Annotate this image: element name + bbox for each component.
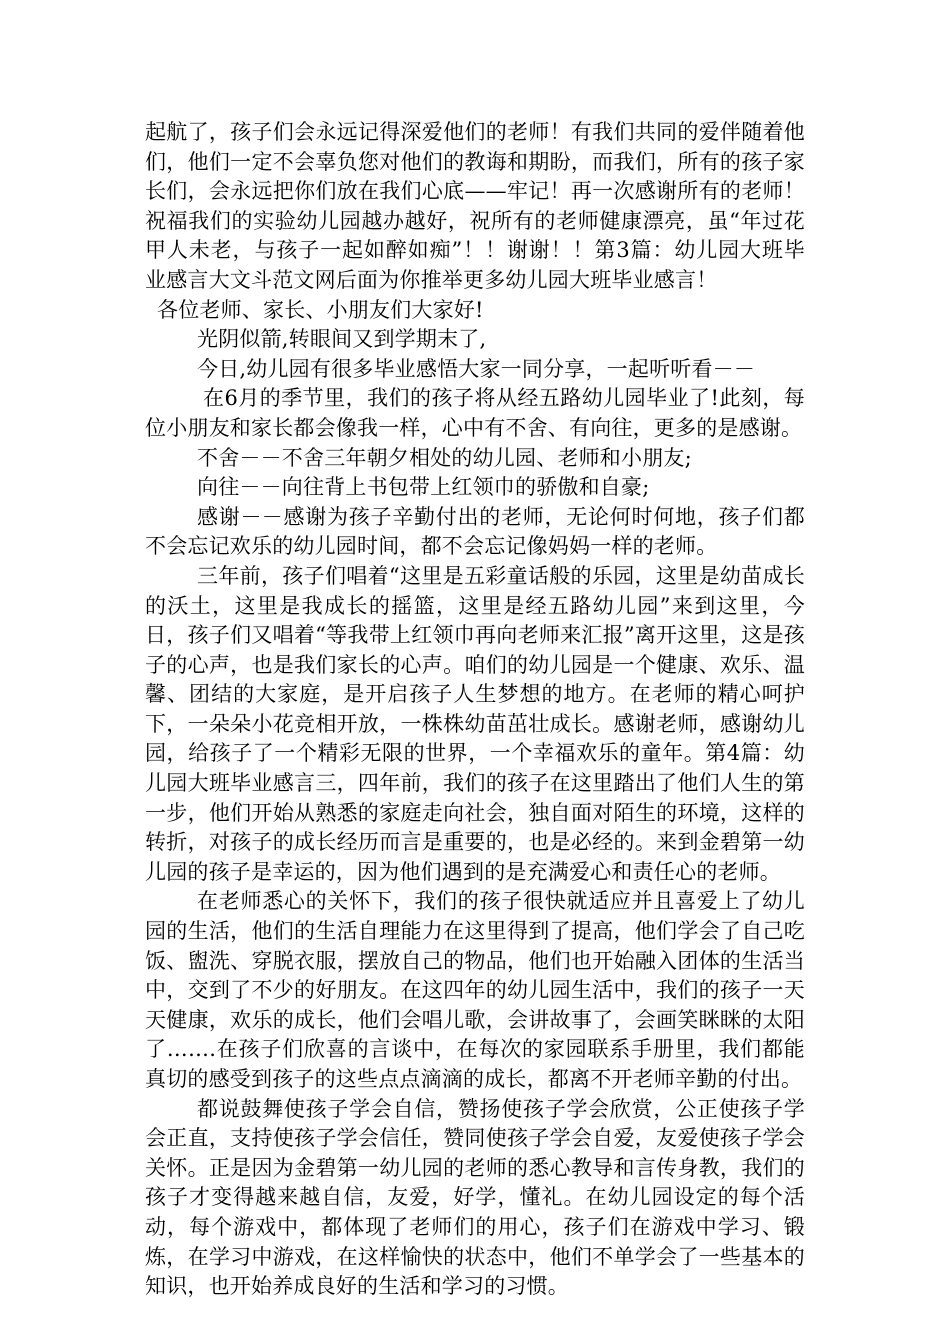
paragraph-teacher-care: 在老师悉心的关怀下，我们的孩子很快就适应并且喜爱上了幼儿园的生活，他们的生活自理能力在这里得到了提高，他们学会了自己吃饭、盥洗、穿脱衣服，摆放自己的物品，他们也开始融入团体的生活当中，交到了不少的好朋友。在这四年的幼儿园生活中，我们的孩子一天天健康，欢乐的成长，他们会唱儿歌，会讲故事了，会画笑眯眯的太阳了…….在孩子们欣喜的言谈中，在每次的家园联系手册里，我们都能真切的感受到孩子的这些点点滴滴的成长，都离不开老师辛勤的付出。 [145,889,805,1091]
paragraph-longing: 向往－－向往背上书包带上红领巾的骄傲和自豪; [197,475,650,500]
paragraph-gratitude: 感谢－－感谢为孩子辛勤付出的老师，无论何时何地，孩子们都不会忘记欢乐的幼儿园时间，都不会忘记像妈妈一样的老师。 [145,504,805,559]
paragraph-three-years-ago: 三年前，孩子们唱着“这里是五彩童话般的乐园，这里是幼苗成长的沃土，这里是我成长的摇篮，这里是经五路幼儿园”来到这里，今日，孩子们又唱着“等我带上红领巾再向老师来汇报”离开这里，这是孩子的心声，也是我们家长的心声。咱们的幼儿园是一个健康、欢乐、温馨、团结的大家庭，是开启孩子人生梦想的地方。在老师的精心呵护下，一朵朵小花竞相开放，一株株幼苗茁壮成长。感谢老师，感谢幼儿园，给孩子了一个精彩无限的世界，一个幸福欢乐的童年。第4篇：幼儿园大班毕业感言三，四年前，我们的孩子在这里踏出了他们人生的第一步，他们开始从熟悉的家庭走向社会，独自面对陌生的环境，这样的转折，对孩子的成长经历而言是重要的，也是必经的。来到金碧第一幼儿园的孩子是幸运的，因为他们遇到的是充满爱心和责任心的老师。 [145,563,805,884]
paragraph-june: 在6月的季节里，我们的孩子将从经五路幼儿园毕业了!此刻，每位小朋友和家长都会像我一样，心中有不舍、有向往，更多的是感谢。 [145,386,805,440]
paragraph-closing-thanks: 起航了，孩子们会永远记得深爱他们的老师！有我们共同的爱伴随着他们，他们一定不会辜负您对他们的教诲和期盼，而我们，所有的孩子家长们，会永远把你们放在我们心底——牢记！再一次感谢所有的老师！祝福我们的实验幼儿园越办越好，祝所有的老师健康漂亮，虽“年过花甲人未老，与孩子一起如醉如痴”！！谢谢！！第3篇：幼儿园大班毕业感言大文斗范文网后面为你推举更多幼儿园大班毕业感言！ [145,120,805,292]
paragraph-time-flies: 光阴似箭,转眼间又到学期末了, [197,327,487,352]
document-body [145,118,805,1302]
paragraph-encouragement: 都说鼓舞使孩子学会自信，赞扬使孩子学会欣赏，公正使孩子学会正直，支持使孩子学会信任，赞同使孩子学会自爱，友爱使孩子学会关怀。正是因为金碧第一幼儿园的老师的悉心教导和言传身教，我们的孩子才变得越来越自信，友爱，好学，懂礼。在幼儿园设定的每个活动，每个游戏中，都体现了老师们的用心，孩子们在游戏中学习、锻炼，在学习中游戏，在这样愉快的状态中，他们不单学会了一些基本的知识，也开始养成良好的生活和学习的习惯。 [145,1096,805,1299]
paragraph-greeting: 各位老师、家长、小朋友们大家好! [157,297,484,322]
paragraph-share: 今日,幼儿园有很多毕业感悟大家一同分享，一起听听看－－ [197,356,756,381]
paragraph-reluctant: 不舍－－不舍三年朝夕相处的幼儿园、老师和小朋友; [197,445,692,470]
